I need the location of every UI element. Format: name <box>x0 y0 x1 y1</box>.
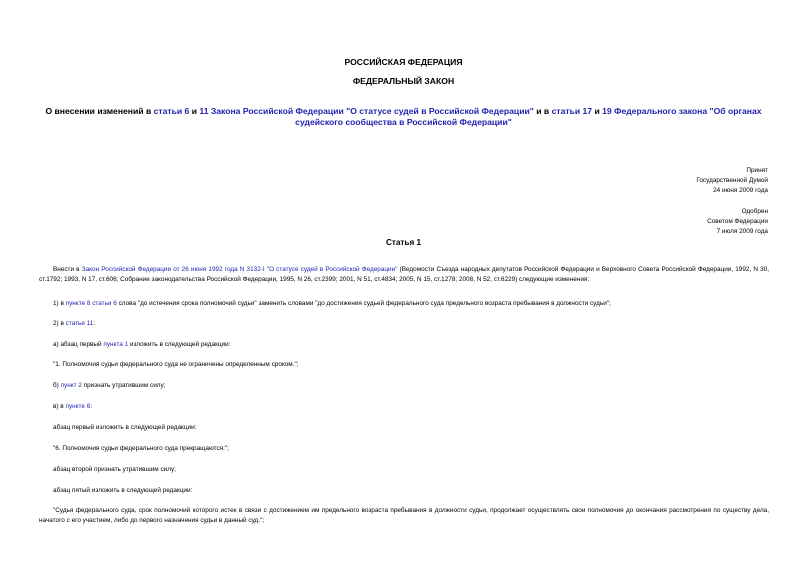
item-1 <box>39 299 769 309</box>
title-link-article-19[interactable]: 19 Федерального закона "Об органах судейского сообщества в Российской Федерации" <box>295 106 762 127</box>
accepted-date: 24 июня 2009 года <box>713 187 768 194</box>
item-2b-text-1: б) <box>53 382 61 389</box>
paragraph-second-repeal: абзац второй признать утратившим силу; <box>53 466 176 473</box>
item-2b-text-2: признать утратившим силу; <box>81 382 166 389</box>
item-2-link[interactable]: статье 11 <box>65 320 94 327</box>
item-2a-text-2: изложить в следующей редакции: <box>128 341 231 348</box>
item-2a-link[interactable]: пункта 1 <box>103 341 129 348</box>
title-link-article-17[interactable]: статьи 17 <box>551 106 593 116</box>
accepted-label: Принят <box>746 167 768 174</box>
approval-block <box>707 207 768 237</box>
article-heading: Статья 1 <box>385 238 422 247</box>
item-1-text-1: 1) в <box>53 300 66 307</box>
item-2v-link[interactable]: пункте 6 <box>65 403 91 410</box>
document-type-heading: ФЕДЕРАЛЬНЫЙ ЗАКОН <box>352 76 455 86</box>
intro-text-1: Внести в <box>53 266 82 273</box>
item-2a-text-1: а) абзац первый <box>53 341 104 348</box>
intro-text-2: (Ведомости Съезда народных депутатов Российской Федерации и Верховного Совета Российской Федерации, 1992, N 30, ст.1792; 1993, N 17, ст.606; Собрание законодательства Российской Федерации, 1995, N 26, ст.2399; 2001, N 51, ст.4834; 2005, N 15, ст.1278; 2008, N 52, ст.6229) следующие изменения: <box>39 266 770 283</box>
approved-date: 7 июля 2009 года <box>716 228 768 235</box>
title-text-1: О внесении изменений в <box>45 106 154 116</box>
law-title <box>45 106 762 128</box>
item-2v-text-1: в) в <box>53 403 66 410</box>
title-link-article-6[interactable]: статьи 6 <box>153 106 190 116</box>
intro-paragraph <box>39 265 769 284</box>
item-1-text-2: слова "до истечения срока полномочий судьи" заменить словами "до достижения судьей федерального суда предельного возраста пребывания в должности судьи"; <box>116 300 611 307</box>
item-2-text-2: : <box>93 320 96 327</box>
item-2a <box>39 340 769 350</box>
country-heading: РОССИЙСКАЯ ФЕДЕРАЦИЯ <box>344 57 463 67</box>
accepted-by: Государственной Думой <box>696 177 768 184</box>
intro-law-link[interactable]: Закон Российской Федерации от 26 июня 1992 года N 3132-I "О статусе судей в Российской Федерации" <box>81 266 398 273</box>
approved-by: Советом Федерации <box>707 218 768 225</box>
title-text-4: и <box>592 106 603 116</box>
adoption-block <box>696 166 768 196</box>
paragraph-fifth-amend: абзац пятый изложить в следующей редакции: <box>53 487 193 494</box>
item-2b-link[interactable]: пункт 2 <box>60 382 82 389</box>
title-text-3: и в <box>533 106 552 116</box>
item-2-text-1: 2) в <box>53 320 66 327</box>
item-2v-text-2: : <box>90 403 93 410</box>
item-1-link[interactable]: пункте 8 статьи 6 <box>65 300 117 307</box>
approved-label: Одобрен <box>741 208 768 215</box>
paragraph-first-amend: абзац первый изложить в следующей редакции: <box>53 424 197 431</box>
item-2v <box>39 402 769 412</box>
quote-paragraph-6: "6. Полномочия судьи федерального суда прекращаются:"; <box>53 445 229 452</box>
title-text-2: и <box>189 106 200 116</box>
quote-paragraph-1: "1. Полномочия судьи федерального суда не ограничены определенным сроком."; <box>53 361 299 368</box>
quote-paragraph-judge: "Судья федерального суда, срок полномочий которого истек в связи с достижением им предельного возраста пребывания в должности судьи, продолжает осуществлять свои полномочия до окончания рассмотрения по существу дела, начатого с его участием, либо до первого назначения судьи в данный суд."; <box>39 507 769 524</box>
item-2b <box>39 381 769 391</box>
item-2 <box>39 319 769 329</box>
title-link-article-11[interactable]: 11 Закона Российской Федерации "О статусе судей в Российской Федерации" <box>199 106 534 116</box>
